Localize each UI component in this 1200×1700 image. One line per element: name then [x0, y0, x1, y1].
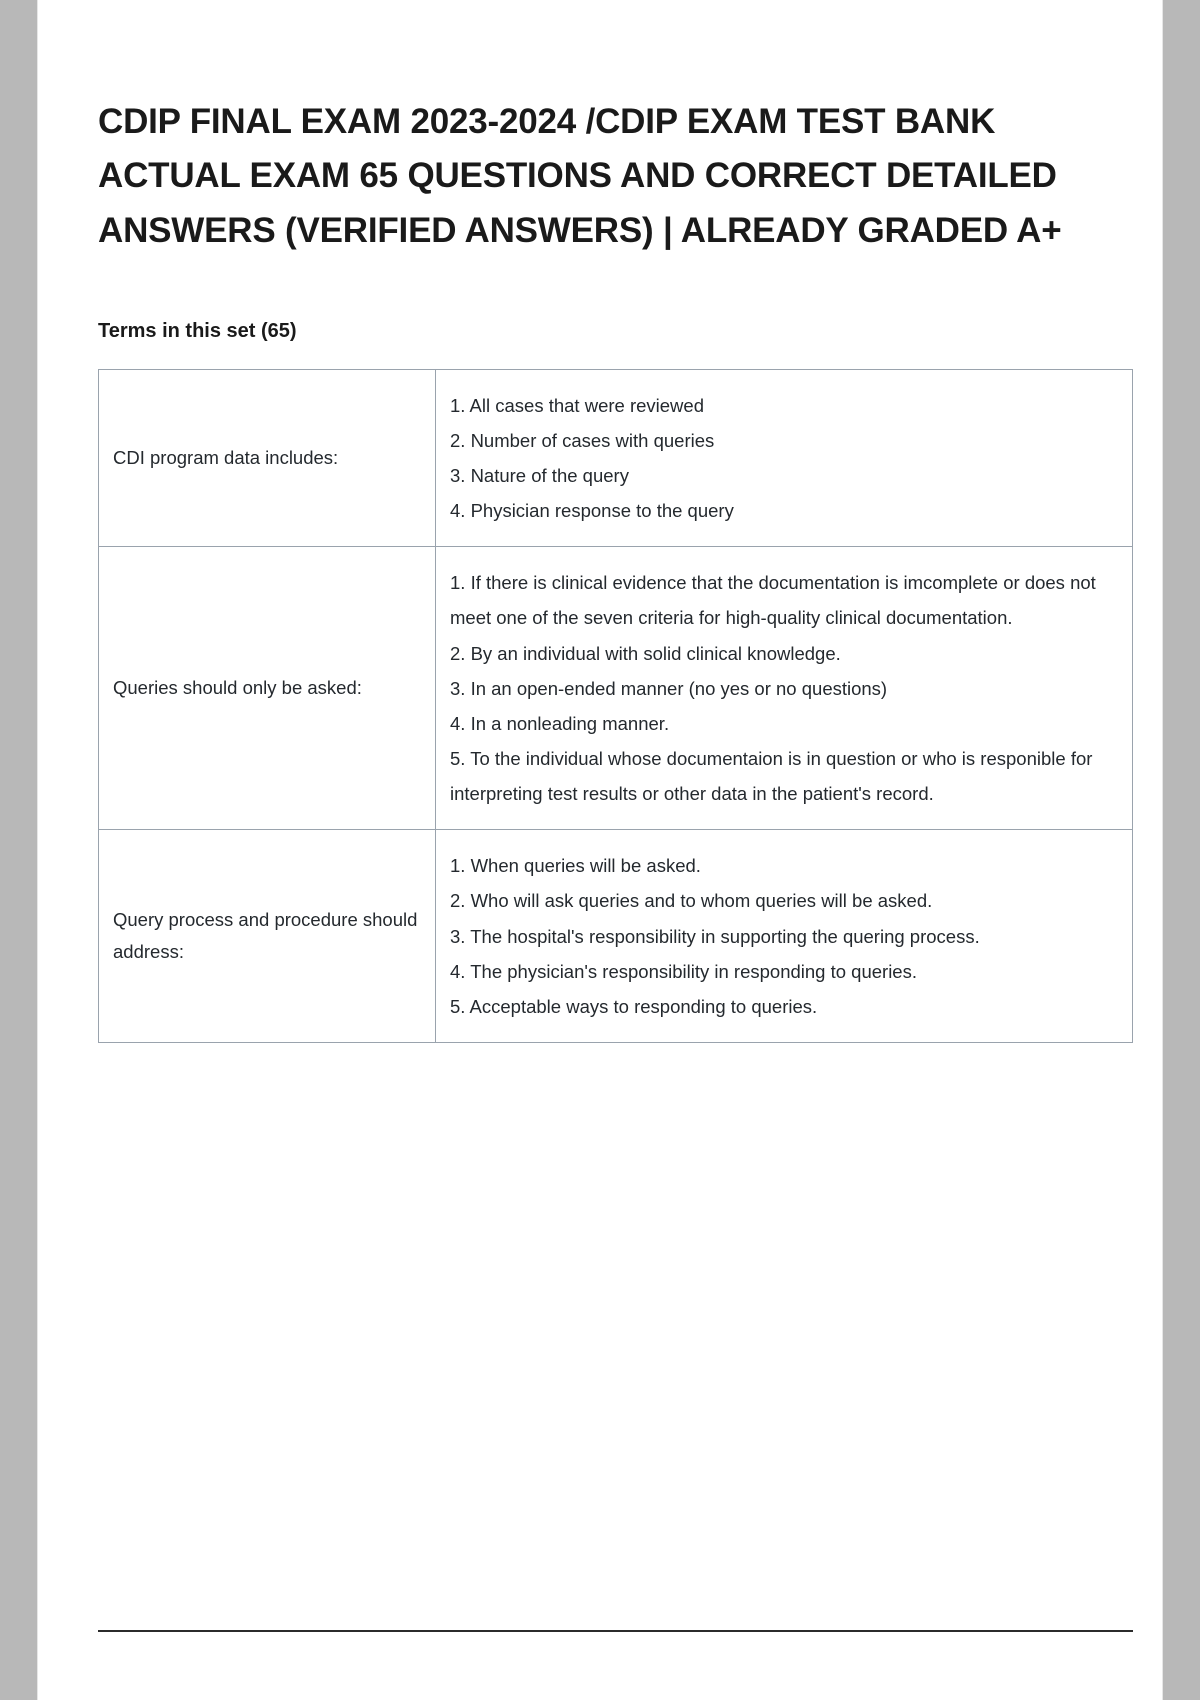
definition-line: 4. In a nonleading manner.	[450, 712, 670, 734]
table-row	[99, 547, 1133, 830]
terms-table	[98, 369, 1133, 1043]
definition-line: 5. Acceptable ways to responding to queries.	[450, 995, 818, 1017]
definition-line: 1. All cases that were reviewed	[450, 394, 704, 416]
table-row	[99, 369, 1133, 547]
definition-line: 1. If there is clinical evidence that the documentation is imcomplete or does not meet one of the seven criteria for high-quality clinical documentation.	[450, 572, 1101, 629]
term-text: Queries should only be asked:	[113, 677, 362, 699]
definition-cell	[436, 369, 1133, 547]
definition-line: 5. To the individual whose documentaion is in question or who is responible for interpreting test results or other data in the patient's record.	[450, 748, 1098, 805]
term-text: Query process and procedure should address:	[113, 908, 423, 963]
definition-line: 1. When queries will be asked.	[450, 855, 701, 877]
term-cell	[99, 830, 436, 1043]
document-page	[38, 0, 1162, 1700]
definition-line: 2. Number of cases with queries	[450, 429, 715, 451]
definition-line: 4. Physician response to the query	[450, 500, 734, 522]
definition-line: 2. By an individual with solid clinical knowledge.	[450, 642, 841, 664]
page-content	[38, 0, 1162, 1043]
terms-set-heading: Terms in this set (65)	[98, 319, 297, 342]
term-text: CDI program data includes:	[113, 446, 339, 468]
term-cell	[99, 547, 436, 830]
term-cell	[99, 369, 436, 547]
definition-line: 3. The hospital's responsibility in supporting the quering process.	[450, 925, 980, 947]
definition-line: 3. Nature of the query	[450, 465, 629, 487]
page-title: CDIP FINAL EXAM 2023-2024 /CDIP EXAM TEST BANK ACTUAL EXAM 65 QUESTIONS AND CORRECT DETAILED ANSWERS (VERIFIED ANSWERS) | ALREADY GRADED A+	[98, 102, 1062, 250]
table-row	[99, 830, 1133, 1043]
definition-cell	[436, 547, 1133, 830]
definition-line: 2. Who will ask queries and to whom queries will be asked.	[450, 890, 933, 912]
definition-line: 4. The physician's responsibility in responding to queries.	[450, 960, 917, 982]
definition-cell	[436, 830, 1133, 1043]
definition-line: 3. In an open-ended manner (no yes or no questions)	[450, 677, 888, 699]
footer-divider	[98, 1630, 1133, 1632]
page-corner-mark	[54, 48, 68, 62]
terms-table-body	[99, 369, 1133, 1042]
